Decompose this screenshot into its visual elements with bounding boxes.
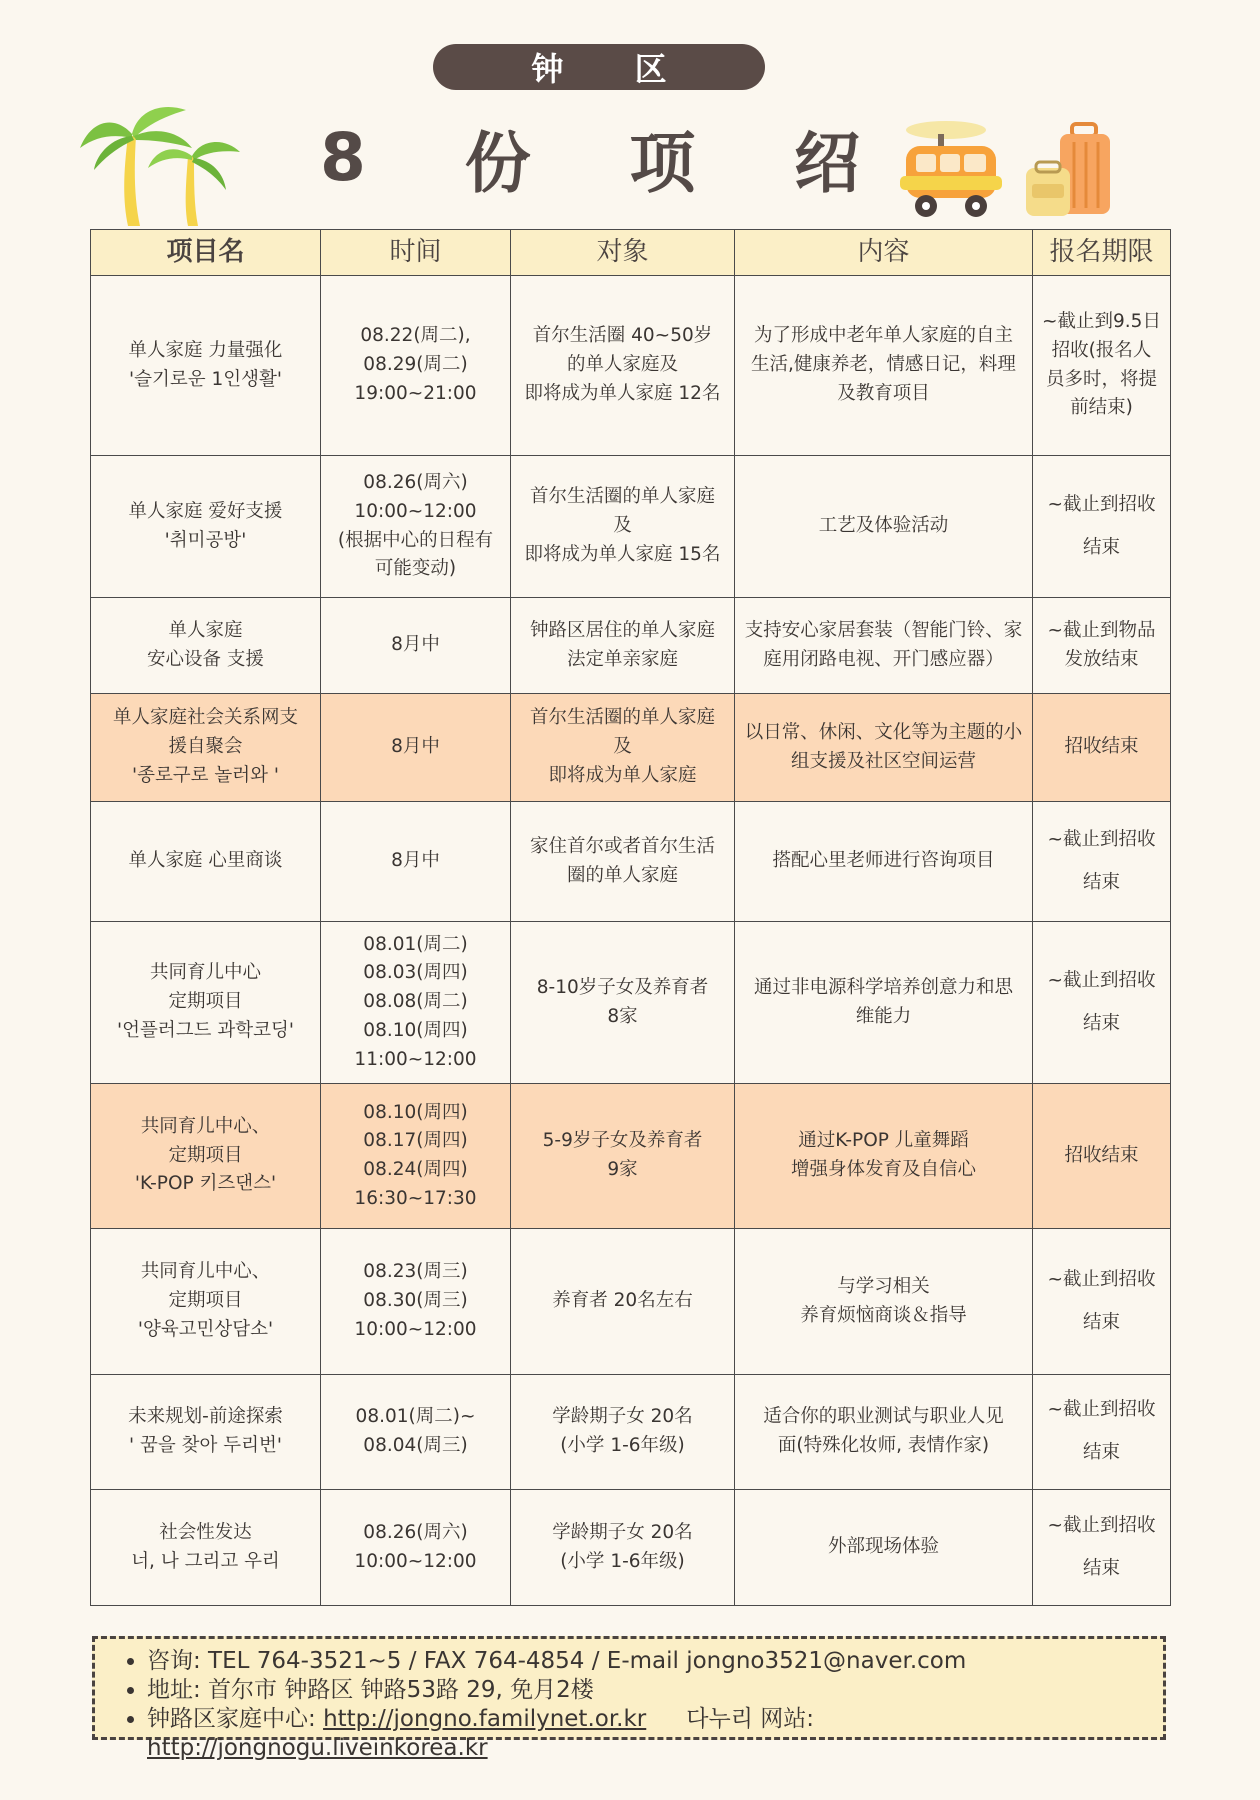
table-row: [91, 276, 1171, 456]
deadline-cell: [1033, 1084, 1171, 1229]
car-icon: [898, 116, 1006, 224]
cell-line: 外部现场体验: [827, 1536, 939, 1558]
target-cell: [511, 1490, 735, 1606]
target-cell: [511, 1229, 735, 1375]
cell-line: 08.08(周二): [363, 991, 468, 1013]
cell-line: ~截止到招收: [1047, 1514, 1156, 1536]
header-deadline: 报名期限: [1033, 230, 1171, 276]
table-row: [91, 1229, 1171, 1375]
program-name-cell: [91, 922, 321, 1084]
cell-line: 너, 나 그리고 우리: [131, 1550, 280, 1572]
content-cell: [735, 1084, 1033, 1229]
time-cell: [321, 598, 511, 694]
table-header-row: [91, 230, 1171, 276]
program-name-cell: [91, 1084, 321, 1229]
cell-line: 08.01(周二): [363, 933, 468, 955]
target-cell: [511, 276, 735, 456]
family-center-link[interactable]: http://jongno.familynet.or.kr: [323, 1706, 647, 1732]
cell-line: 共同育儿中心、: [140, 1261, 271, 1283]
program-table: [90, 229, 1171, 1606]
program-name-cell: [91, 694, 321, 802]
table-row: [91, 456, 1171, 598]
cell-line: 9家: [607, 1159, 638, 1180]
cell-line: 首尔生活圈的单人家庭: [529, 486, 715, 508]
cell-line: '취미공방': [164, 529, 247, 551]
cell-line: 定期项目: [168, 991, 243, 1013]
cell-line: 即将成为单人家庭 12名: [524, 382, 721, 404]
time-cell: [321, 694, 511, 802]
time-cell: [321, 802, 511, 922]
program-name-cell: [91, 1375, 321, 1490]
time-cell: [321, 1375, 511, 1490]
cell-line: ~截止到招收: [1047, 1268, 1156, 1290]
cell-line: 维能力: [855, 1005, 912, 1027]
cell-line: 援自聚会: [168, 736, 243, 758]
cell-line: 钟路区居住的单人家庭: [529, 619, 715, 641]
cell-line: 16:30~17:30: [354, 1187, 477, 1209]
cell-line: (小学 1-6年级): [560, 1435, 685, 1456]
cell-line: ' 꿈을 찾아 두리번': [129, 1435, 282, 1456]
cell-line: 招收(报名人: [1051, 339, 1152, 361]
time-cell: [321, 276, 511, 456]
cell-line: 家住首尔或者首尔生活: [529, 835, 715, 857]
page-title: [320, 112, 860, 202]
cell-line: 08.17(周四): [363, 1130, 468, 1152]
target-cell: [511, 694, 735, 802]
cell-line: '양육고민상담소': [137, 1318, 274, 1340]
cell-line: 搭配心里老师进行咨询项目: [772, 850, 995, 872]
table-row: [91, 1084, 1171, 1229]
program-name-cell: [91, 802, 321, 922]
deadline-cell: [1033, 1375, 1171, 1490]
deadline-cell: [1033, 694, 1171, 802]
title-char-4: 绍: [794, 124, 860, 202]
cell-line: 定期项目: [168, 1144, 243, 1166]
danuri-label: 다누리 网站:: [686, 1706, 814, 1732]
table-row: [91, 694, 1171, 802]
cell-line: 08.23(周三): [363, 1261, 468, 1283]
target-cell: [511, 802, 735, 922]
content-cell: [735, 276, 1033, 456]
cell-line: 面(特殊化妆师, 表情作家): [777, 1435, 990, 1456]
target-cell: [511, 922, 735, 1084]
cell-line: 结束: [1082, 871, 1120, 893]
title-char-2: 份: [464, 124, 531, 202]
cell-line: 08.03(周四): [363, 962, 468, 984]
cell-line: 法定单亲家庭: [566, 648, 678, 670]
content-cell: [735, 456, 1033, 598]
content-cell: [735, 598, 1033, 694]
cell-line: 圈的单人家庭: [566, 864, 678, 886]
content-cell: [735, 1375, 1033, 1490]
palm-trees-icon: [76, 98, 246, 228]
cell-line: 为了形成中老年单人家庭的自主: [753, 325, 1013, 347]
cell-line: ~截止到招收: [1047, 969, 1156, 991]
content-cell: [735, 1229, 1033, 1375]
cell-line: ~截止到招收: [1047, 1399, 1156, 1421]
cell-line: 5-9岁子女及养育者: [542, 1130, 703, 1152]
cell-line: 8家: [607, 1005, 638, 1027]
program-name-cell: [91, 598, 321, 694]
deadline-cell: [1033, 276, 1171, 456]
cell-line: 及: [613, 736, 632, 758]
cell-line: 组支援及社区空间运营: [790, 750, 976, 772]
time-cell: [321, 922, 511, 1084]
cell-line: 员多时，将提: [1045, 368, 1157, 390]
time-cell: [321, 1229, 511, 1375]
cell-line: 养育烦恼商谈＆指导: [800, 1304, 967, 1326]
deadline-cell: [1033, 922, 1171, 1084]
cell-line: 通过非电源科学培养创意力和思: [753, 976, 1013, 998]
cell-line: 以日常、休闲、文化等为主题的小: [744, 721, 1023, 743]
program-name-cell: [91, 1229, 321, 1375]
content-cell: [735, 802, 1033, 922]
cell-line: 08.24(周四): [363, 1159, 468, 1180]
cell-line: ~截止到招收: [1047, 493, 1156, 515]
cell-line: 安心设备 支援: [147, 648, 264, 670]
cell-line: 与学习相关: [837, 1275, 930, 1297]
cell-line: 单人家庭: [168, 619, 243, 641]
deadline-cell: [1033, 802, 1171, 922]
cell-line: 通过K-POP 儿童舞蹈: [798, 1130, 969, 1152]
table-row: [91, 1490, 1171, 1606]
table-row: [91, 1375, 1171, 1490]
cell-line: 08.04(周三): [363, 1435, 468, 1456]
cell-line: 08.10(周四): [363, 1019, 468, 1041]
title-char-3: 项: [629, 124, 696, 202]
cell-line: 8月中: [391, 736, 440, 758]
cell-line: ~截止到9.5日: [1042, 311, 1161, 333]
header-target: 对象: [511, 230, 735, 276]
contact-footer: [92, 1636, 1166, 1761]
deadline-cell: [1033, 1490, 1171, 1606]
cell-line: 8月中: [391, 634, 440, 656]
time-cell: [321, 456, 511, 598]
cell-line: 招收结束: [1064, 1144, 1139, 1166]
cell-line: 10:00~12:00: [354, 1318, 477, 1340]
header-program-name: 项目名: [91, 230, 321, 276]
cell-line: 结束: [1082, 1442, 1120, 1463]
cell-line: 支持安心家居套装（智能门铃、家: [744, 619, 1023, 641]
cell-line: 发放结束: [1064, 648, 1139, 670]
cell-line: 的单人家庭及: [566, 354, 678, 376]
district-badge: 钟 区: [433, 44, 765, 90]
cell-line: 及: [613, 515, 632, 537]
deadline-cell: [1033, 456, 1171, 598]
table-row: [91, 598, 1171, 694]
cell-line: 养育者 20名左右: [552, 1290, 693, 1312]
table-row: [91, 922, 1171, 1084]
cell-line: 结束: [1082, 1557, 1120, 1579]
cell-line: 共同育儿中心、: [140, 1115, 271, 1137]
cell-line: 及教育项目: [837, 382, 930, 404]
cell-line: 社会性发达: [159, 1521, 252, 1543]
cell-line: 结束: [1082, 1012, 1120, 1034]
cell-line: 结束: [1082, 1311, 1120, 1333]
links-line: [147, 1705, 1145, 1763]
cell-line: 8-10岁子女及养育者: [536, 976, 709, 998]
cell-line: 08.29(周二): [363, 354, 468, 376]
cell-line: 未来规划-前途探索: [128, 1406, 283, 1428]
cell-line: 增强身体发育及自信心: [790, 1159, 976, 1180]
program-name-cell: [91, 1490, 321, 1606]
table-row: [91, 802, 1171, 922]
cell-line: 工艺及体验活动: [818, 515, 949, 537]
cell-line: 10:00~12:00: [354, 500, 477, 522]
program-name-cell: [91, 456, 321, 598]
cell-line: 首尔生活圈的单人家庭: [529, 707, 715, 729]
cell-line: 'K-POP 키즈댄스': [134, 1173, 277, 1195]
cell-line: 学龄期子女 20名: [552, 1406, 693, 1428]
contact-line: • 咨询: TEL 764-3521~5 / FAX 764-4854 / E-mail jongno3521@naver.com: [147, 1647, 1145, 1676]
cell-line: 单人家庭 心里商谈: [128, 850, 283, 872]
program-name-cell: [91, 276, 321, 456]
time-cell: [321, 1490, 511, 1606]
cell-line: 招收结束: [1064, 736, 1139, 758]
cell-line: 08.01(周二)~: [355, 1406, 476, 1428]
deadline-cell: [1033, 1229, 1171, 1375]
cell-line: 生活,健康养老，情感日记，料理: [751, 354, 1016, 376]
cell-line: 即将成为单人家庭 15名: [524, 543, 721, 565]
cell-line: 共同育儿中心: [149, 962, 261, 984]
cell-line: 08.26(周六): [363, 1521, 468, 1543]
target-cell: [511, 456, 735, 598]
cell-line: 即将成为单人家庭: [548, 764, 697, 786]
title-char-1: 8: [320, 118, 366, 196]
cell-line: 08.10(周四): [363, 1101, 468, 1123]
cell-line: '언플러그드 과학코딩': [117, 1019, 294, 1041]
deadline-cell: [1033, 598, 1171, 694]
cell-line: 学龄期子女 20名: [552, 1521, 693, 1543]
cell-line: 单人家庭 力量强化: [128, 339, 283, 361]
cell-line: 适合你的职业测试与职业人见: [763, 1406, 1004, 1428]
luggage-icon: [1022, 122, 1118, 222]
danuri-link[interactable]: http://jongnogu.liveinkorea.kr: [147, 1735, 488, 1761]
cell-line: '슬기로운 1인생활': [129, 368, 282, 390]
cell-line: 19:00~21:00: [354, 382, 477, 404]
cell-line: (根据中心的日程有: [337, 529, 494, 551]
content-cell: [735, 922, 1033, 1084]
cell-line: 8月中: [391, 850, 440, 872]
time-cell: [321, 1084, 511, 1229]
cell-line: 结束: [1082, 536, 1120, 558]
cell-line: 可能变动): [374, 558, 457, 580]
target-cell: [511, 1375, 735, 1490]
content-cell: [735, 694, 1033, 802]
address-line: • 地址: 首尔市 钟路区 钟路53路 29, 免月2楼: [147, 1676, 1145, 1705]
cell-line: 11:00~12:00: [354, 1048, 477, 1070]
header-content: 内容: [735, 230, 1033, 276]
cell-line: 前结束): [1070, 397, 1133, 419]
cell-line: '종로구로 놀러와 ': [131, 764, 280, 786]
cell-line: ~截止到物品: [1047, 619, 1156, 641]
target-cell: [511, 1084, 735, 1229]
cell-line: 单人家庭 爱好支援: [128, 500, 283, 522]
target-cell: [511, 598, 735, 694]
cell-line: 10:00~12:00: [354, 1550, 477, 1572]
header-time: 时间: [321, 230, 511, 276]
cell-line: 首尔生活圈 40~50岁: [532, 325, 713, 347]
cell-line: 定期项目: [168, 1290, 243, 1312]
cell-line: ~截止到招收: [1047, 828, 1156, 850]
cell-line: 08.22(周二),: [360, 325, 471, 347]
cell-line: (小学 1-6年级): [560, 1550, 685, 1572]
cell-line: 单人家庭社会关系网支: [112, 707, 298, 729]
cell-line: 庭用闭路电视、开门感应器）: [763, 648, 1004, 670]
center-label: 钟路区家庭中心:: [147, 1706, 324, 1732]
content-cell: [735, 1490, 1033, 1606]
cell-line: 08.30(周三): [363, 1290, 468, 1312]
cell-line: 08.26(周六): [363, 472, 468, 494]
